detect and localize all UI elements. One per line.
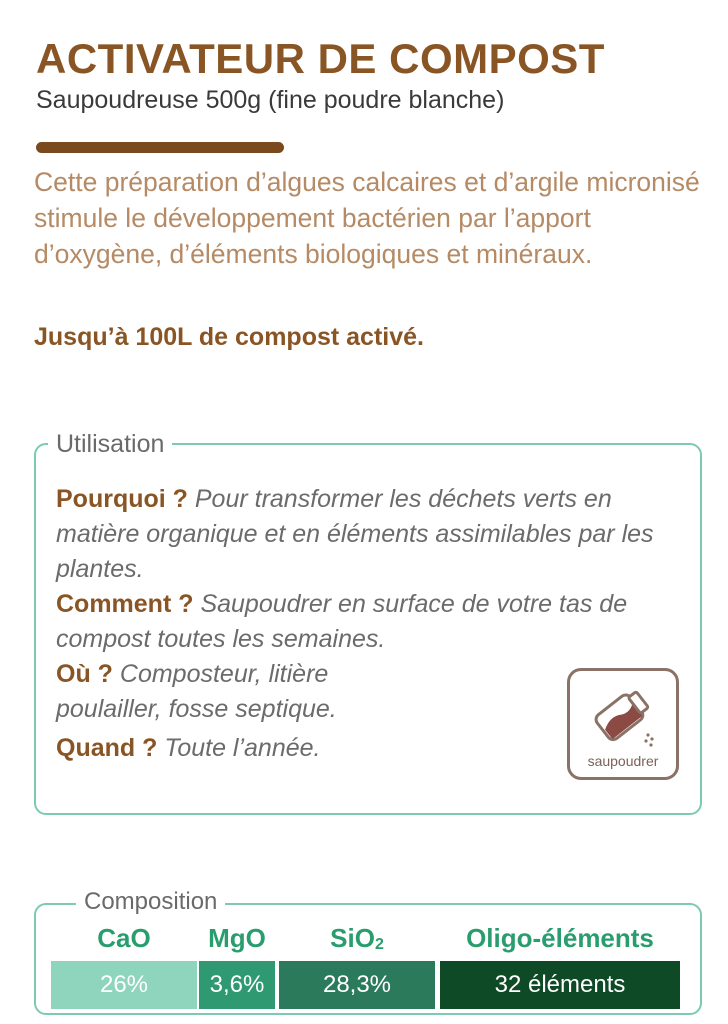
usage-comment [56,587,676,657]
usage-legend: Utilisation [48,428,172,460]
saupoudrer-badge [567,668,679,780]
divider-bar [36,142,284,153]
saupoudrer-label: saupoudrer [587,753,659,769]
product-title: ACTIVATEUR DE COMPOST [36,35,605,82]
comp-value-sio2: 28,3% [279,961,435,1009]
comp-head-sio2-sub: 2 [374,936,384,953]
usage-pourquoi [56,482,676,587]
ou-question: Où ? [56,660,113,688]
comp-head-oligo: Oligo-éléments [466,923,654,953]
comment-answer: Saupoudrer en surface de votre tas de compost toutes les semaines. [56,590,628,653]
comp-value-mgo: 3,6% [199,961,275,1009]
comp-value-oligo: 32 éléments [440,961,680,1009]
capacity-highlight: Jusqu’à 100L de compost activé. [34,323,424,351]
composition-legend: Composition [76,887,225,917]
ou-answer-line1: Composteur, litière [119,660,329,688]
shaker-icon [584,679,664,751]
pourquoi-answer: Pour transformer les déchets verts en matière organique et en éléments assimilables par les plantes. [56,485,654,583]
ou-answer-line2: poulailler, fosse septique. [56,695,337,723]
pourquoi-question: Pourquoi ? [56,485,188,513]
comp-head-sio2-main: SiO [330,923,375,953]
comment-question: Comment ? [56,590,194,618]
product-subtitle: Saupoudreuse 500g (fine poudre blanche) [36,86,505,114]
comp-value-cao: 26% [51,961,197,1009]
product-description: Cette préparation d’algues calcaires et d’argile micronisé stimule le développement bactérien par l’apport d’oxygène, d’éléments biologiques et minéraux. [34,167,700,269]
comp-head-mgo: MgO [208,923,266,953]
quand-question: Quand ? [56,734,158,762]
comp-head-sio2 [279,922,435,961]
comp-head-cao: CaO [97,923,151,953]
quand-answer: Toute l’année. [164,734,321,762]
